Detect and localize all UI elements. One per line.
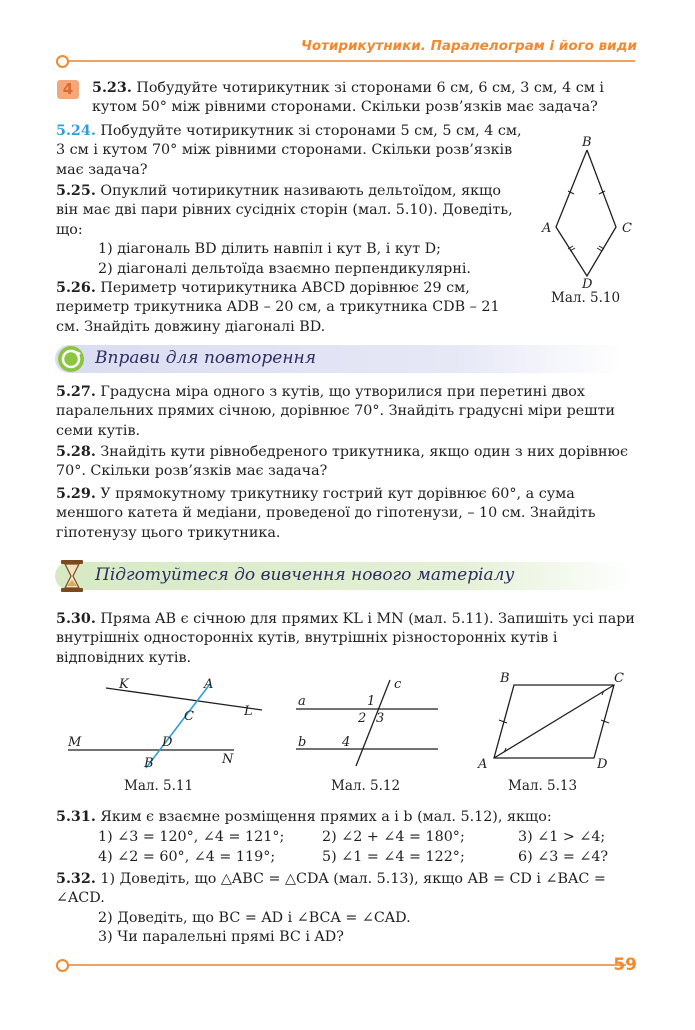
point-label-M: M: [68, 735, 82, 750]
angle-label-3: 3: [376, 711, 385, 726]
line-KL: [106, 688, 262, 710]
point-label-N: N: [222, 752, 234, 767]
point-label-B: B: [144, 756, 154, 771]
task-number: 5.26.: [56, 280, 96, 296]
line-label-c: c: [394, 677, 402, 692]
point-label-C: C: [184, 709, 194, 724]
task-number: 5.27.: [56, 384, 96, 400]
deltoid-shape: [556, 150, 616, 276]
task-5-24: [56, 122, 526, 180]
task-text: У прямокутному трикутнику гострий кут дорівнює 60°, а сума меншого катета й медіани, проведеної до гіпотенузи, – 10 см. Знайдіть гіпотенузу цього трикутника.: [56, 486, 596, 541]
repeat-icon: [57, 345, 87, 375]
task-text: Побудуйте чотирикутник зі сторонами 5 см, 5 см, 4 см, 3 см і кутом 70° між рівними сторонами. Скільки розв’язків має задача?: [56, 123, 522, 178]
option-4: 4) ∠2 = 60°, ∠4 = 119°;: [98, 849, 276, 865]
vertex-label-D: D: [582, 277, 593, 292]
task-number: 5.30.: [56, 611, 96, 627]
running-header: [0, 38, 695, 68]
header-dot: [56, 55, 69, 68]
task-5-23: [92, 79, 640, 118]
hourglass-icon: [57, 559, 87, 593]
task-5-27: [56, 383, 640, 441]
tick-mark: [601, 720, 609, 723]
task-item: 3) Чи паралельні прямі BC і AD?: [98, 929, 344, 946]
footer-dot: [56, 959, 69, 972]
angle-label-1: 1: [367, 694, 376, 709]
task-item: 2) діагоналі дельтоїда взаємно перпендикулярні.: [98, 260, 471, 277]
section-banner-repeat: [55, 345, 625, 373]
option-3: 3) ∠1 > ∠4;: [518, 829, 606, 845]
task-number: 5.28.: [56, 444, 96, 460]
diagonal-AC: [494, 685, 614, 758]
vertex-label-A: A: [542, 221, 552, 236]
task-5-31: [56, 808, 640, 827]
vertex-label-C: C: [614, 671, 624, 686]
tick-mark: [499, 720, 507, 723]
vertex-label-B: B: [500, 671, 510, 686]
figure-caption: Мал. 5.10: [551, 290, 621, 306]
line-label-a: a: [298, 694, 306, 709]
vertex-label-C: C: [622, 221, 632, 236]
task-number: 5.29.: [56, 486, 96, 502]
option-5: 5) ∠1 = ∠4 = 122°;: [322, 849, 465, 865]
task-number: 5.31.: [56, 809, 96, 825]
point-label-A: A: [204, 677, 214, 692]
line-AB: [146, 684, 210, 768]
task-text: Побудуйте чотирикутник зі сторонами 6 см, 6 см, 3 см, 4 см і кутом 50° між рівними сторонами. Скільки розв’язків має задача?: [92, 80, 604, 116]
task-5-30: [56, 610, 640, 668]
task-number: 5.25.: [56, 183, 96, 199]
task-text: Знайдіть кути рівнобедреного трикутника, якщо один з них дорівнює 70°. Скільки розв’язків має задача?: [56, 444, 629, 480]
point-label-L: L: [244, 704, 253, 719]
angle-label-4: 4: [342, 735, 351, 750]
page-number: 59: [613, 955, 637, 975]
difficulty-badge: 4: [57, 80, 79, 99]
task-text: 1) Доведіть, що △ABC = △CDA (мал. 5.13), якщо AB = CD і ∠BAC = ∠ACD.: [56, 871, 606, 907]
task-item: 2) Доведіть, що BC = AD і ∠BCA = ∠CAD.: [98, 909, 411, 926]
task-number: 5.32.: [56, 871, 96, 887]
section-banner-prepare: [55, 562, 635, 590]
task-item: 1) діагональ BD ділить навпіл і кут B, і кут D;: [98, 241, 441, 258]
task-text: Яким є взаємне розміщення прямих a і b (мал. 5.12), якщо:: [100, 809, 552, 825]
option-1: 1) ∠3 = 120°, ∠4 = 121°;: [98, 829, 285, 845]
task-5-32: [56, 870, 640, 948]
figure-caption: Мал. 5.11: [124, 778, 194, 794]
task-number: 5.23.: [92, 80, 132, 96]
banner-label: Підготуйтеся до вивчення нового матеріалу: [95, 565, 515, 585]
vertex-label-D: D: [597, 757, 608, 772]
header-rule: [63, 60, 635, 62]
figure-5-11: [64, 670, 264, 775]
tick-mark: [597, 248, 602, 251]
chapter-title: Чотирикутники. Паралелограм і його види: [300, 38, 637, 54]
task-5-28: [56, 443, 640, 482]
figure-5-13: [472, 668, 632, 773]
task-text: Опуклий чотирикутник називають дельтоїдом, якщо він має дві пари рівних сусідніх сторін (мал. 5.10). Доведіть, що:: [56, 183, 513, 238]
figure-caption: Мал. 5.13: [508, 778, 578, 794]
task-number: 5.24.: [56, 123, 96, 139]
task-5-29: [56, 485, 640, 543]
point-label-D: D: [162, 735, 173, 750]
option-6: 6) ∠3 = ∠4?: [518, 849, 609, 865]
vertex-label-A: A: [478, 757, 488, 772]
task-text: Периметр чотирикутника ABCD дорівнює 29 см, периметр трикутника ADB – 20 см, а трикутника CDB – 21 см. Знайдіть довжину діагоналі BD.: [56, 280, 500, 335]
angle-label-2: 2: [358, 711, 367, 726]
task-5-25: [56, 182, 526, 279]
option-2: 2) ∠2 + ∠4 = 180°;: [322, 829, 465, 845]
task-text: Градусна міра одного з кутів, що утворилися при перетині двох паралельних прямих січною, дорівнює 70°. Знайдіть градусні міри решти семи кутів.: [56, 384, 616, 439]
task-5-26: [56, 279, 526, 337]
figure-caption: Мал. 5.12: [331, 778, 401, 794]
banner-label: Вправи для повторення: [95, 348, 316, 368]
line-label-b: b: [298, 735, 307, 750]
task-text: Пряма AB є січною для прямих KL і MN (мал. 5.11). Запишіть усі пари внутрішніх односторонніх кутів, внутрішніх різносторонніх кутів і відповідних кутів.: [56, 611, 635, 666]
footer-rule: [66, 964, 626, 966]
figure-5-10: [536, 132, 646, 292]
vertex-label-B: B: [582, 135, 592, 150]
point-label-K: K: [119, 677, 129, 692]
figure-5-12: [292, 674, 442, 769]
